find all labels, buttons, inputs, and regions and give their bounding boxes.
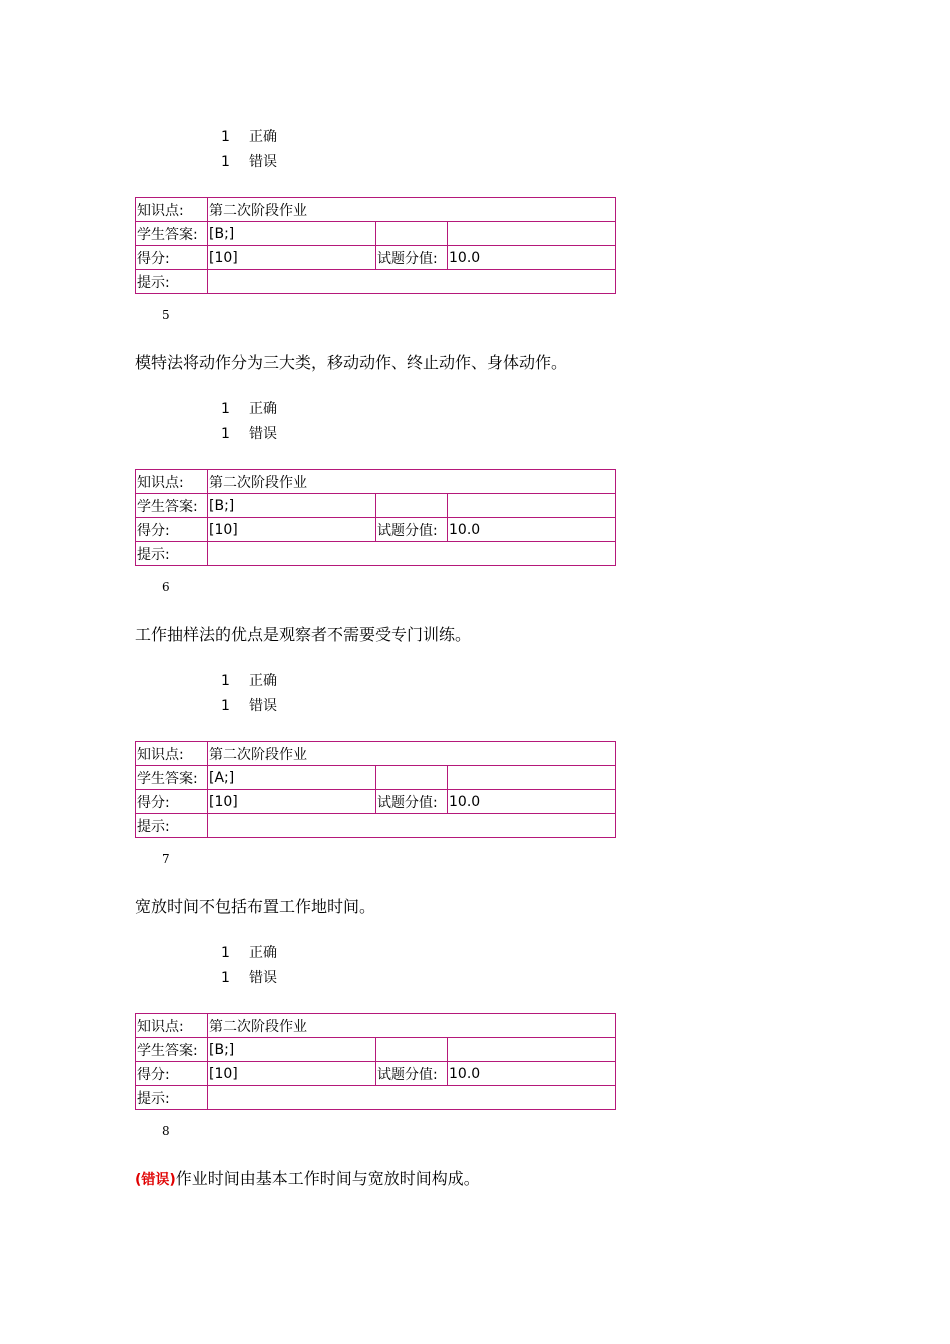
option-number: 1 (221, 970, 230, 986)
empty-cell (448, 222, 616, 246)
student-answer-value: [A;] (208, 766, 376, 790)
score-label: 得分: (136, 246, 208, 270)
answer-info-table (135, 197, 616, 294)
option-number: 1 (221, 673, 230, 689)
points-label: 试题分值: (376, 790, 448, 814)
hint-label: 提示: (136, 814, 208, 838)
empty-cell (376, 1038, 448, 1062)
student-answer-value: [B;] (208, 222, 376, 246)
knowledge-label: 知识点: (136, 198, 208, 222)
question-number: 7 (162, 852, 170, 866)
question-text: 宽放时间不包括布置工作地时间。 (135, 897, 376, 916)
wrong-answer-mark: (错误) (135, 1172, 176, 1188)
option-label: 正确 (249, 129, 277, 145)
points-value: 10.0 (448, 1062, 616, 1086)
hint-value (208, 270, 616, 294)
question-text: 模特法将动作分为三大类，移动动作、终止动作、身体动作。 (135, 353, 568, 372)
hint-label: 提示: (136, 542, 208, 566)
score-label: 得分: (136, 790, 208, 814)
empty-cell (376, 494, 448, 518)
question-text: 工作抽样法的优点是观察者不需要受专门训练。 (135, 625, 472, 644)
knowledge-value: 第二次阶段作业 (208, 1014, 616, 1038)
knowledge-value: 第二次阶段作业 (208, 470, 616, 494)
empty-cell (448, 494, 616, 518)
option-number: 1 (221, 129, 230, 145)
points-label: 试题分值: (376, 246, 448, 270)
hint-label: 提示: (136, 1086, 208, 1110)
question-text (135, 1168, 480, 1191)
question-body: 作业时间由基本工作时间与宽放时间构成。 (175, 1169, 480, 1188)
points-value: 10.0 (448, 790, 616, 814)
score-value: [10] (208, 518, 376, 542)
option-label: 错误 (249, 698, 277, 714)
score-label: 得分: (136, 1062, 208, 1086)
hint-value (208, 1086, 616, 1110)
answer-info-table (135, 1013, 616, 1110)
hint-value (208, 542, 616, 566)
score-value: [10] (208, 790, 376, 814)
score-value: [10] (208, 246, 376, 270)
option-number: 1 (221, 945, 230, 961)
option-label: 错误 (249, 426, 277, 442)
hint-value (208, 814, 616, 838)
option-number: 1 (221, 426, 230, 442)
option-number: 1 (221, 401, 230, 417)
student-answer-value: [B;] (208, 494, 376, 518)
knowledge-label: 知识点: (136, 1014, 208, 1038)
question-number: 8 (162, 1124, 170, 1138)
answer-info-table (135, 469, 616, 566)
score-value: [10] (208, 1062, 376, 1086)
knowledge-value: 第二次阶段作业 (208, 742, 616, 766)
points-label: 试题分值: (376, 518, 448, 542)
question-number: 6 (162, 580, 170, 594)
option-label: 正确 (249, 401, 277, 417)
option-label: 正确 (249, 673, 277, 689)
points-value: 10.0 (448, 518, 616, 542)
points-label: 试题分值: (376, 1062, 448, 1086)
student-answer-value: [B;] (208, 1038, 376, 1062)
option-number: 1 (221, 154, 230, 170)
points-value: 10.0 (448, 246, 616, 270)
option-label: 正确 (249, 945, 277, 961)
answer-info-table (135, 741, 616, 838)
option-label: 错误 (249, 970, 277, 986)
student-answer-label: 学生答案: (136, 222, 208, 246)
knowledge-value: 第二次阶段作业 (208, 198, 616, 222)
score-label: 得分: (136, 518, 208, 542)
hint-label: 提示: (136, 270, 208, 294)
student-answer-label: 学生答案: (136, 494, 208, 518)
empty-cell (448, 1038, 616, 1062)
empty-cell (376, 766, 448, 790)
student-answer-label: 学生答案: (136, 766, 208, 790)
student-answer-label: 学生答案: (136, 1038, 208, 1062)
knowledge-label: 知识点: (136, 470, 208, 494)
knowledge-label: 知识点: (136, 742, 208, 766)
option-label: 错误 (249, 154, 277, 170)
empty-cell (448, 766, 616, 790)
option-number: 1 (221, 698, 230, 714)
empty-cell (376, 222, 448, 246)
question-number: 5 (162, 308, 170, 322)
